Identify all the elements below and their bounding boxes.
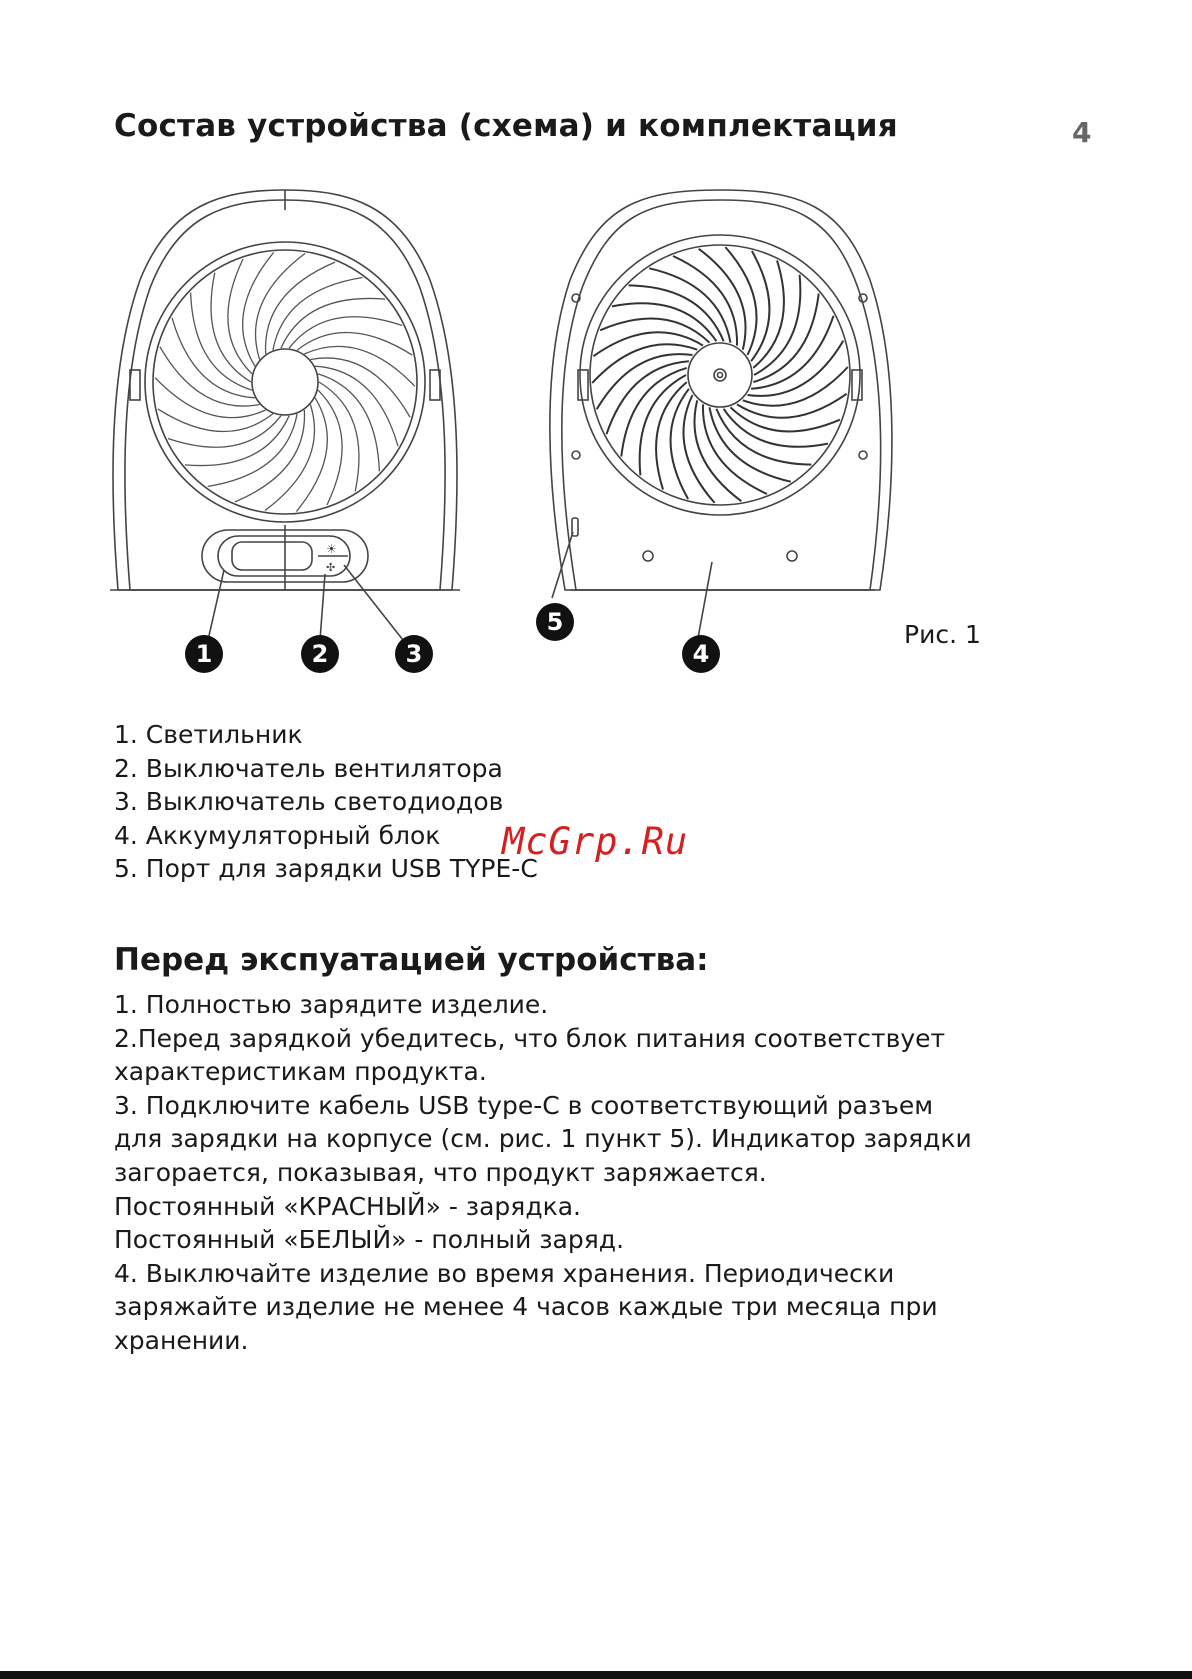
instruction-line: хранении. <box>114 1325 249 1355</box>
instruction-line: заряжайте изделие не менее 4 часов каждые три месяца при <box>114 1292 938 1322</box>
device-diagram <box>100 170 1000 690</box>
svg-text:✣: ✣ <box>326 561 336 574</box>
front-view <box>110 190 460 640</box>
callout-4: 4 <box>682 635 720 673</box>
fan-blade <box>731 407 840 431</box>
callout-5: 5 <box>536 603 574 641</box>
back-view <box>550 190 892 638</box>
list-item: 4. Аккумуляторный блок <box>114 820 441 850</box>
fan-blade <box>158 409 273 432</box>
fan-blade <box>318 390 342 505</box>
instruction-line: 4. Выключайте изделие во время хранения. Периодически <box>114 1258 895 1288</box>
instructions-text <box>114 988 1074 1358</box>
parts-list <box>114 718 538 886</box>
list-item: 2. Выключатель вентилятора <box>114 753 503 783</box>
instruction-line: Постоянный «БЕЛЫЙ» - полный заряд. <box>114 1225 625 1255</box>
fan-blade <box>191 293 252 391</box>
section-heading: Перед экспуатацией устройства: <box>114 942 709 978</box>
fan-blade <box>671 389 689 499</box>
fan-blade <box>593 332 703 356</box>
fan-blade <box>318 374 379 472</box>
figure-caption: Рис. 1 <box>904 620 981 649</box>
fan-blade <box>273 278 363 351</box>
page-title: Состав устройства (схема) и комплектация <box>114 108 898 144</box>
fan-blade <box>600 319 709 343</box>
callout-2: 2 <box>301 635 339 673</box>
fan-blade <box>751 251 769 361</box>
fan-blade <box>243 253 274 367</box>
fan-blade <box>228 259 252 374</box>
fan-blade <box>737 394 847 418</box>
instruction-line: 1. Полностью зарядите изделие. <box>114 990 549 1019</box>
callout-1: 1 <box>185 635 223 673</box>
fan-blade <box>296 398 327 512</box>
instruction-line: Постоянный «КРАСНЫЙ» - зарядка. <box>114 1191 581 1221</box>
svg-text:☀: ☀ <box>326 542 337 556</box>
instruction-line: 3. Подключите кабель USB type-C в соответствующий разъем <box>114 1090 934 1120</box>
callout-3: 3 <box>395 635 433 673</box>
list-item: 3. Выключатель светодиодов <box>114 787 504 816</box>
list-item: 5. Порт для зарядки USB TYPE-C <box>114 854 538 883</box>
bottom-rule <box>0 1671 1192 1679</box>
list-item: 1. Светильник <box>114 720 303 749</box>
fan-blade <box>256 254 305 360</box>
watermark-logo: McGrp.Ru <box>502 820 689 863</box>
instruction-line: для зарядки на корпусе (см. рис. 1 пункт 5). Индикатор зарядки <box>114 1124 972 1154</box>
page-number: 4 <box>1072 116 1092 149</box>
instruction-line: загорается, показывая, что продукт заряжается. <box>114 1157 767 1187</box>
fan-blade <box>208 414 298 487</box>
instruction-line: 2.Перед зарядкой убедитесь, что блок питания соответствует <box>114 1023 946 1053</box>
fan-blade <box>265 405 314 511</box>
instruction-line: характеристикам продукта. <box>114 1057 487 1087</box>
fan-blade <box>297 333 412 356</box>
